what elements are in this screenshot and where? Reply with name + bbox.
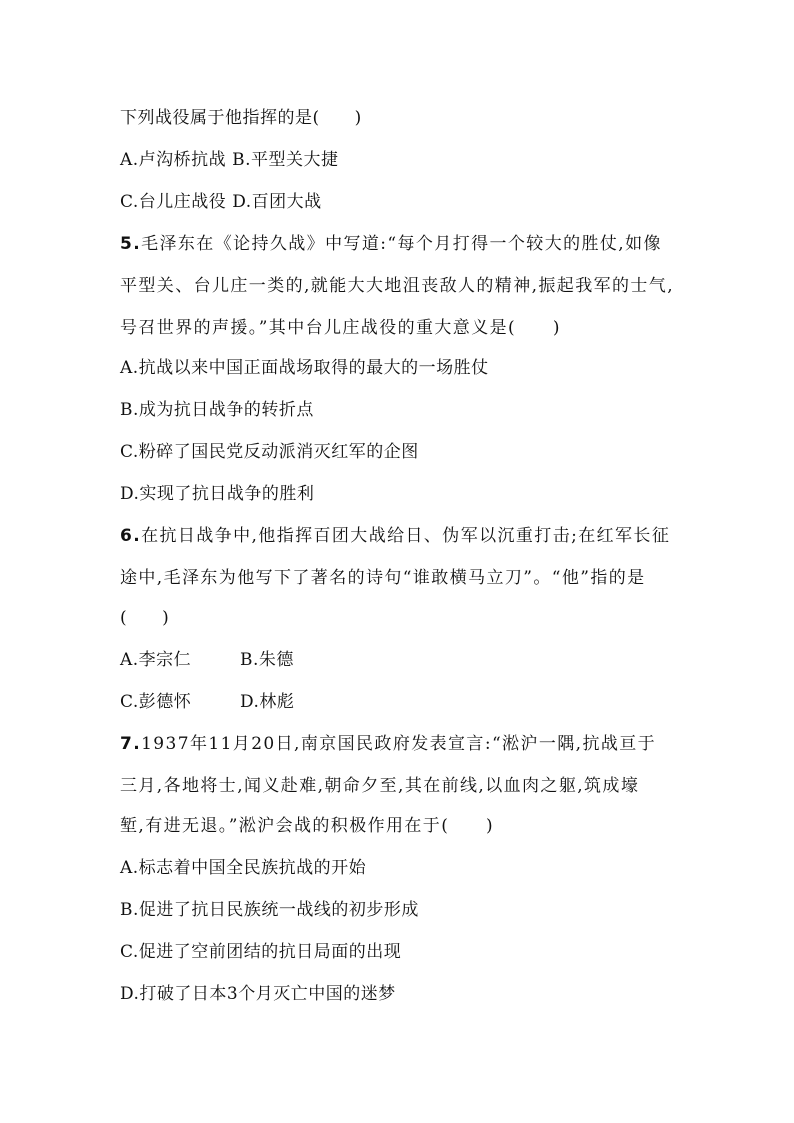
q5-option-b: B.成为抗日战争的转折点 <box>120 400 314 420</box>
q5-option-c: C.粉碎了国民党反动派消灭红军的企图 <box>120 442 419 462</box>
q5-option-a: A.抗战以来中国正面战场取得的最大的一场胜仗 <box>120 358 489 378</box>
q7-option-b: B.促进了抗日民族统一战线的初步形成 <box>120 900 419 920</box>
q6-option-c: C.彭德怀 <box>120 692 192 712</box>
q7-option-d: D.打破了日本3个月灭亡中国的迷梦 <box>120 984 396 1004</box>
q6-number: 6. <box>120 526 142 546</box>
q6-option-a: A.李宗仁 <box>120 650 192 670</box>
q7-option-a: A.标志着中国全民族抗战的开始 <box>120 858 367 878</box>
q5-stem-line: 5.毛泽东在《论持久战》中写道:“每个月打得一个较大的胜仗,如像 <box>120 234 662 254</box>
q7-stem-line: 7.1937年11月20日,南京国民政府发表宣言:“淞沪一隅,抗战亘于 <box>120 734 657 754</box>
q6-option-b: B.朱德 <box>240 650 294 670</box>
q6-stem-line: 6.在抗日战争中,他指挥百团大战给日、伪军以沉重打击;在红军长征 <box>120 526 671 546</box>
q7-stem-line: 三月,各地将士,闻义赴难,朝命夕至,其在前线,以血肉之躯,筑成壕 <box>120 776 640 796</box>
q5-option-d: D.实现了抗日战争的胜利 <box>120 484 315 504</box>
q6-option-d: D.林彪 <box>240 692 295 712</box>
q6-stem-line: ( ) <box>120 608 170 628</box>
q4-option-row: C.台儿庄战役 D.百团大战 <box>120 192 322 212</box>
q7-option-c: C.促进了空前团结的抗日局面的出现 <box>120 942 402 962</box>
q4-option-row: A.卢沟桥抗战 B.平型关大捷 <box>120 150 339 170</box>
q6-option-row <box>120 648 294 672</box>
q5-number: 5. <box>120 234 142 254</box>
q6-option-row <box>120 690 294 714</box>
q7-number: 7. <box>120 734 142 754</box>
q7-stem-line: 堑,有进无退。”淞沪会战的积极作用在于( ) <box>120 816 495 836</box>
q4-stem-tail: 下列战役属于他指挥的是( ) <box>120 108 362 128</box>
q5-stem-line: 号召世界的声援。”其中台儿庄战役的重大意义是( ) <box>120 318 561 338</box>
q5-stem-line: 平型关、台儿庄一类的,就能大大地沮丧敌人的精神,振起我军的士气, <box>120 276 675 296</box>
q6-stem-line: 途中,毛泽东为他写下了著名的诗句“谁敢横马立刀”。“他”指的是 <box>120 568 646 588</box>
